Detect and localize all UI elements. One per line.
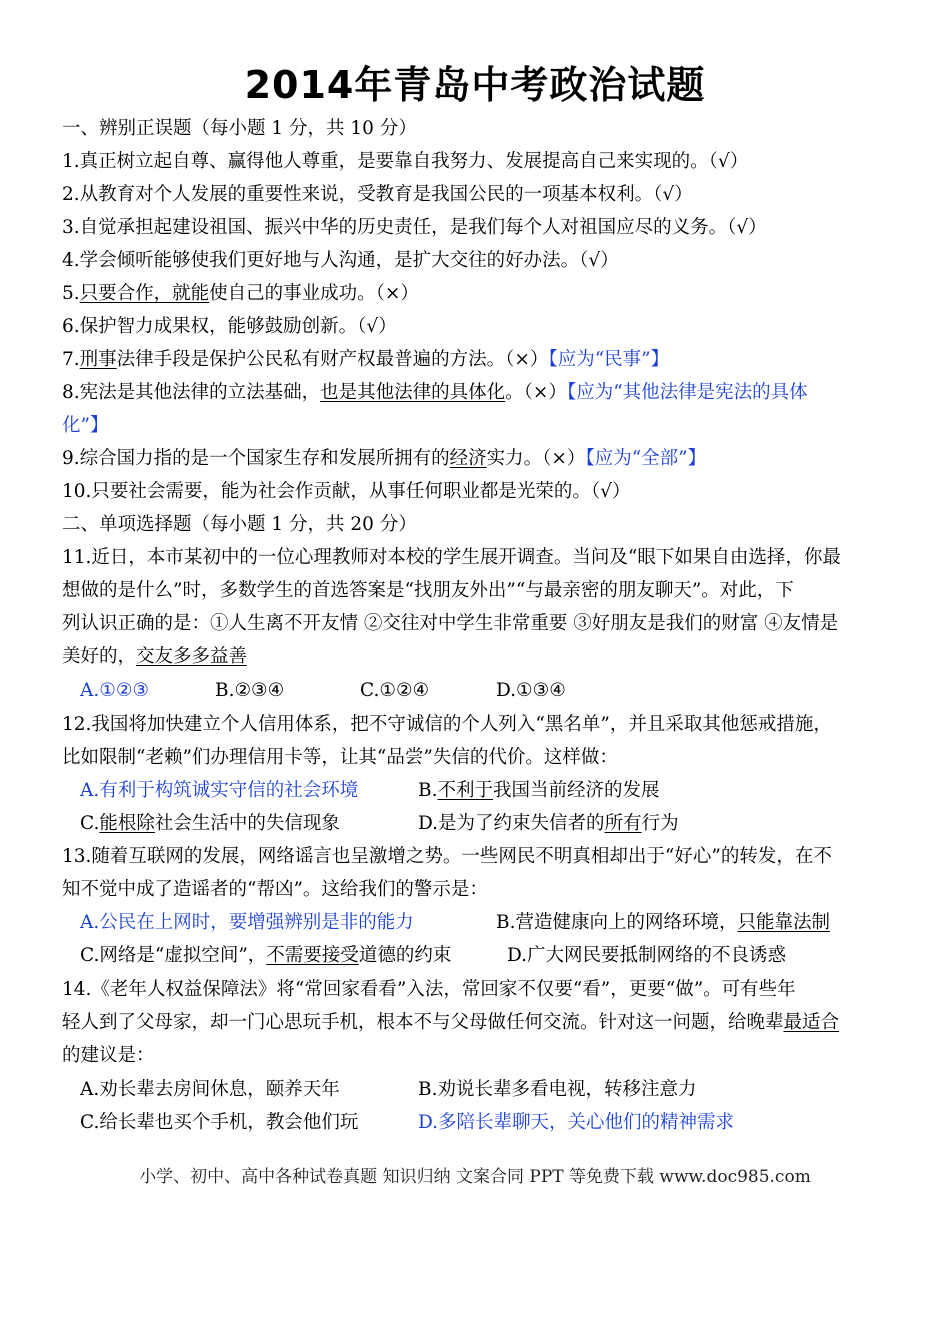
q12-option-c-letter: C. [80, 813, 100, 834]
q12-option-b-letter: B. [418, 780, 438, 801]
item-9 [62, 442, 892, 475]
q12-option-b [418, 774, 660, 807]
q12-line-1: 12.我国将加快建立个人信用体系，把不守诚信的个人列入“黑名单”，并且采取其他惩戒措施， [62, 714, 832, 735]
q13-option-c-lead: C.网络是“虚拟空间”， [80, 945, 267, 966]
item-6: 6.保护智力成果权，能够鼓励创新。（√） [62, 316, 397, 337]
q11-line-1: 11.近日，本市某初中的一位心理教师对本校的学生展开调查。当问及“眼下如果自由选择，你最 [62, 547, 841, 568]
q14-underlined: 最适合 [783, 1012, 840, 1033]
section2-header: 二、单项选择题（每小题 1 分，共 20 分） [62, 514, 417, 535]
q11-option-a: A.①②③ [80, 680, 149, 701]
q11-option-d: D.①③④ [496, 680, 566, 701]
item-7 [62, 343, 892, 376]
item-8-rest: 。（×） [505, 382, 567, 403]
page-title: 2014年青岛中考政治试题 [244, 63, 706, 107]
item-5-rest: 使自己的事业成功。（×） [209, 283, 419, 304]
q11-line-3: 列认识正确的是：①人生离不开友情 ②交往对中学生非常重要 ③好朋友是我们的财富 ④友情是 [62, 613, 839, 634]
item-9-underlined: 经济 [449, 448, 487, 469]
q14-option-a: A.劝长辈去房间休息，颐养天年 [80, 1079, 340, 1100]
item-8-correction: 【应为“其他法律是宪法的具体 [566, 382, 808, 403]
q14-option-c: C.给长辈也买个手机，教会他们玩 [80, 1112, 359, 1133]
q13-option-b-underlined: 只能靠法制 [737, 912, 830, 933]
q12-option-d-rest: 行为 [641, 813, 679, 834]
q14-line-2-lead: 轻人到了父母家，却一门心思玩手机，根本不与父母做任何交流。针对这一问题，给晚辈 [62, 1012, 784, 1033]
q12-option-b-rest: 我国当前经济的发展 [493, 780, 660, 801]
q13-option-d: D.广大网民要抵制网络的不良诱惑 [507, 945, 787, 966]
q11-line-4-lead: 美好的， [62, 646, 137, 667]
item-7-rest: 法律手段是保护公民私有财产权最普遍的方法。（×） [116, 349, 549, 370]
q13-option-a: A.公民在上网时，要增强辨别是非的能力 [80, 912, 414, 933]
q13-option-c-underlined: 不需要接受 [266, 945, 359, 966]
item-8 [62, 376, 892, 409]
item-9-rest: 实力。（×） [486, 448, 586, 469]
section1-header: 一、辨别正误题（每小题 1 分，共 10 分） [62, 118, 417, 139]
q11-underlined: 交友多多益善 [136, 646, 248, 667]
q14-option-d: D.多陪长辈聊天，关心他们的精神需求 [418, 1112, 735, 1133]
item-8-correction-cont: 化”】 [62, 415, 109, 436]
q13-option-c [80, 939, 451, 972]
q12-option-c-underlined: 能根除 [99, 813, 155, 834]
item-3: 3.自觉承担起建设祖国、振兴中华的历史责任，是我们每个人对祖国应尽的义务。（√） [62, 217, 767, 238]
q12-option-d [418, 807, 679, 840]
q12-option-a: A.有利于构筑诚实守信的社会环境 [80, 780, 359, 801]
q12-option-d-underlined: 所有 [604, 813, 642, 834]
item-5-underlined: 只要合作，就能 [79, 283, 210, 304]
item-5-number: 5. [62, 283, 80, 304]
q13-option-b [496, 906, 830, 939]
q11-line-4 [62, 640, 892, 673]
q13-option-b-lead: B.营造健康向上的网络环境， [496, 912, 738, 933]
item-1: 1.真正树立起自尊、赢得他人尊重，是要靠自我努力、发展提高自己来实现的。（√） [62, 151, 749, 172]
q13-line-2: 知不觉中成了造谣者的“帮凶”。这给我们的警示是： [62, 879, 488, 900]
item-8-lead: 8.宪法是其他法律的立法基础， [62, 382, 321, 403]
item-5 [62, 277, 892, 310]
q11-line-2: 想做的是什么”时，多数学生的首选答案是“找朋友外出”“与最亲密的朋友聊天”。对此，下 [62, 580, 794, 601]
item-9-correction: 【应为“全部”】 [585, 448, 707, 469]
q11-option-c: C.①②④ [360, 680, 430, 701]
q14-line-3: 的建议是： [62, 1045, 155, 1066]
q14-line-2 [62, 1006, 892, 1039]
q12-line-2: 比如限制“老赖”们办理信用卡等，让其“品尝”失信的代价。这样做： [62, 747, 618, 768]
q13-line-1: 13.随着互联网的发展，网络谣言也呈激增之势。一些网民不明真相却出于“好心”的转发，在不 [62, 846, 832, 867]
item-8-underlined: 也是其他法律的具体化 [320, 382, 506, 403]
item-10: 10.只要社会需要，能为社会作贡献，从事任何职业都是光荣的。（√） [62, 481, 631, 502]
q12-option-c [80, 807, 340, 840]
q13-option-c-rest: 道德的约束 [358, 945, 452, 966]
q14-option-b: B.劝说长辈多看电视，转移注意力 [418, 1079, 697, 1100]
q12-option-b-underlined: 不利于 [437, 780, 493, 801]
item-7-correction: 【应为“民事”】 [548, 349, 670, 370]
item-2: 2.从教育对个人发展的重要性来说，受教育是我国公民的一项基本权利。（√） [62, 184, 693, 205]
item-9-lead: 9.综合国力指的是一个国家生存和发展所拥有的 [62, 448, 450, 469]
q14-line-1: 14.《老年人权益保障法》将“常回家看看”入法，常回家不仅要“看”，更要“做”。可有些年 [62, 979, 796, 1000]
q12-option-c-rest: 社会生活中的失信现象 [154, 813, 340, 834]
footer-text: 小学、初中、高中各种试卷真题 知识归纳 文案合同 PPT 等免费下载 www.doc985.com [139, 1167, 811, 1187]
item-4: 4.学会倾听能够使我们更好地与人沟通，是扩大交往的好办法。（√） [62, 250, 619, 271]
q12-option-d-lead: D.是为了约束失信者的 [418, 813, 605, 834]
item-7-underlined: 刑事 [79, 349, 117, 370]
item-7-number: 7. [62, 349, 80, 370]
q11-option-b: B.②③④ [215, 680, 285, 701]
